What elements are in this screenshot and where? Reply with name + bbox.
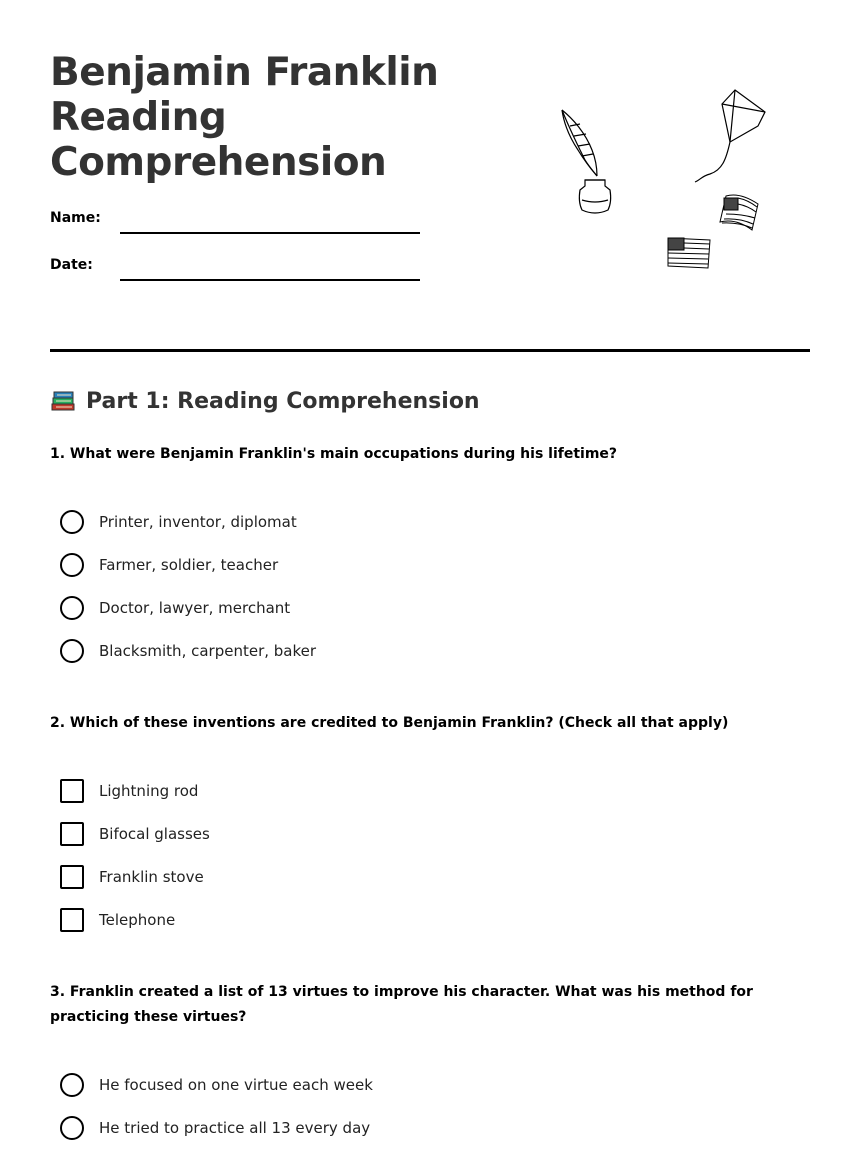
- option-label: He tried to practice all 13 every day: [99, 1119, 371, 1137]
- radio-button[interactable]: [60, 553, 84, 577]
- radio-button[interactable]: [60, 1116, 84, 1140]
- date-input-line[interactable]: [120, 279, 420, 281]
- section-title-text: Part 1: Reading Comprehension: [86, 388, 480, 414]
- option-label: Lightning rod: [99, 782, 199, 800]
- q1-option[interactable]: [60, 595, 290, 621]
- q1-option[interactable]: [60, 552, 278, 578]
- radio-button[interactable]: [60, 596, 84, 620]
- quill-and-inkwell-icon: [562, 110, 611, 213]
- title-line: Comprehension: [50, 140, 387, 185]
- radio-button[interactable]: [60, 510, 84, 534]
- worksheet-header: [50, 50, 810, 290]
- q2-option[interactable]: [60, 907, 175, 933]
- option-label: Farmer, soldier, teacher: [99, 556, 279, 574]
- q3-option[interactable]: [60, 1072, 373, 1098]
- option-label: Bifocal glasses: [99, 825, 210, 843]
- american-flag-icon: [668, 238, 710, 268]
- checkbox[interactable]: [60, 779, 84, 803]
- american-flag-icon: [720, 195, 758, 230]
- title-line: Benjamin Franklin: [50, 50, 439, 95]
- name-input-line[interactable]: [120, 232, 420, 234]
- radio-button[interactable]: [60, 1073, 84, 1097]
- date-field: [50, 251, 420, 281]
- q1-option[interactable]: [60, 509, 297, 535]
- name-label: Name:: [50, 210, 101, 226]
- option-label: Telephone: [99, 911, 176, 929]
- checkbox[interactable]: [60, 865, 84, 889]
- option-label: Printer, inventor, diplomat: [99, 513, 297, 531]
- date-label: Date:: [50, 257, 93, 273]
- question-1: 1. What were Benjamin Franklin's main occupations during his lifetime?: [50, 446, 618, 462]
- worksheet-title: [50, 50, 470, 185]
- checkbox[interactable]: [60, 822, 84, 846]
- kite-icon: [695, 90, 765, 182]
- books-icon: [50, 388, 76, 414]
- name-field: [50, 204, 420, 234]
- option-label: Franklin stove: [99, 868, 204, 886]
- option-label: Doctor, lawyer, merchant: [99, 599, 291, 617]
- title-line: Reading: [50, 95, 227, 140]
- q1-option[interactable]: [60, 638, 316, 664]
- question-2: 2. Which of these inventions are credited to Benjamin Franklin? (Check all that apply): [50, 715, 729, 731]
- question-3: 3. Franklin created a list of 13 virtues to improve his character. What was his method for practicing these virtues?: [50, 984, 753, 1025]
- option-label: Blacksmith, carpenter, baker: [99, 642, 317, 660]
- illustrations: [550, 80, 810, 290]
- section-title: [50, 388, 480, 414]
- q3-option[interactable]: [60, 1115, 370, 1141]
- checkbox[interactable]: [60, 908, 84, 932]
- radio-button[interactable]: [60, 639, 84, 663]
- q2-option[interactable]: [60, 821, 210, 847]
- q2-option[interactable]: [60, 864, 204, 890]
- option-label: He focused on one virtue each week: [99, 1076, 373, 1094]
- q2-option[interactable]: [60, 778, 198, 804]
- section-divider: [50, 349, 810, 352]
